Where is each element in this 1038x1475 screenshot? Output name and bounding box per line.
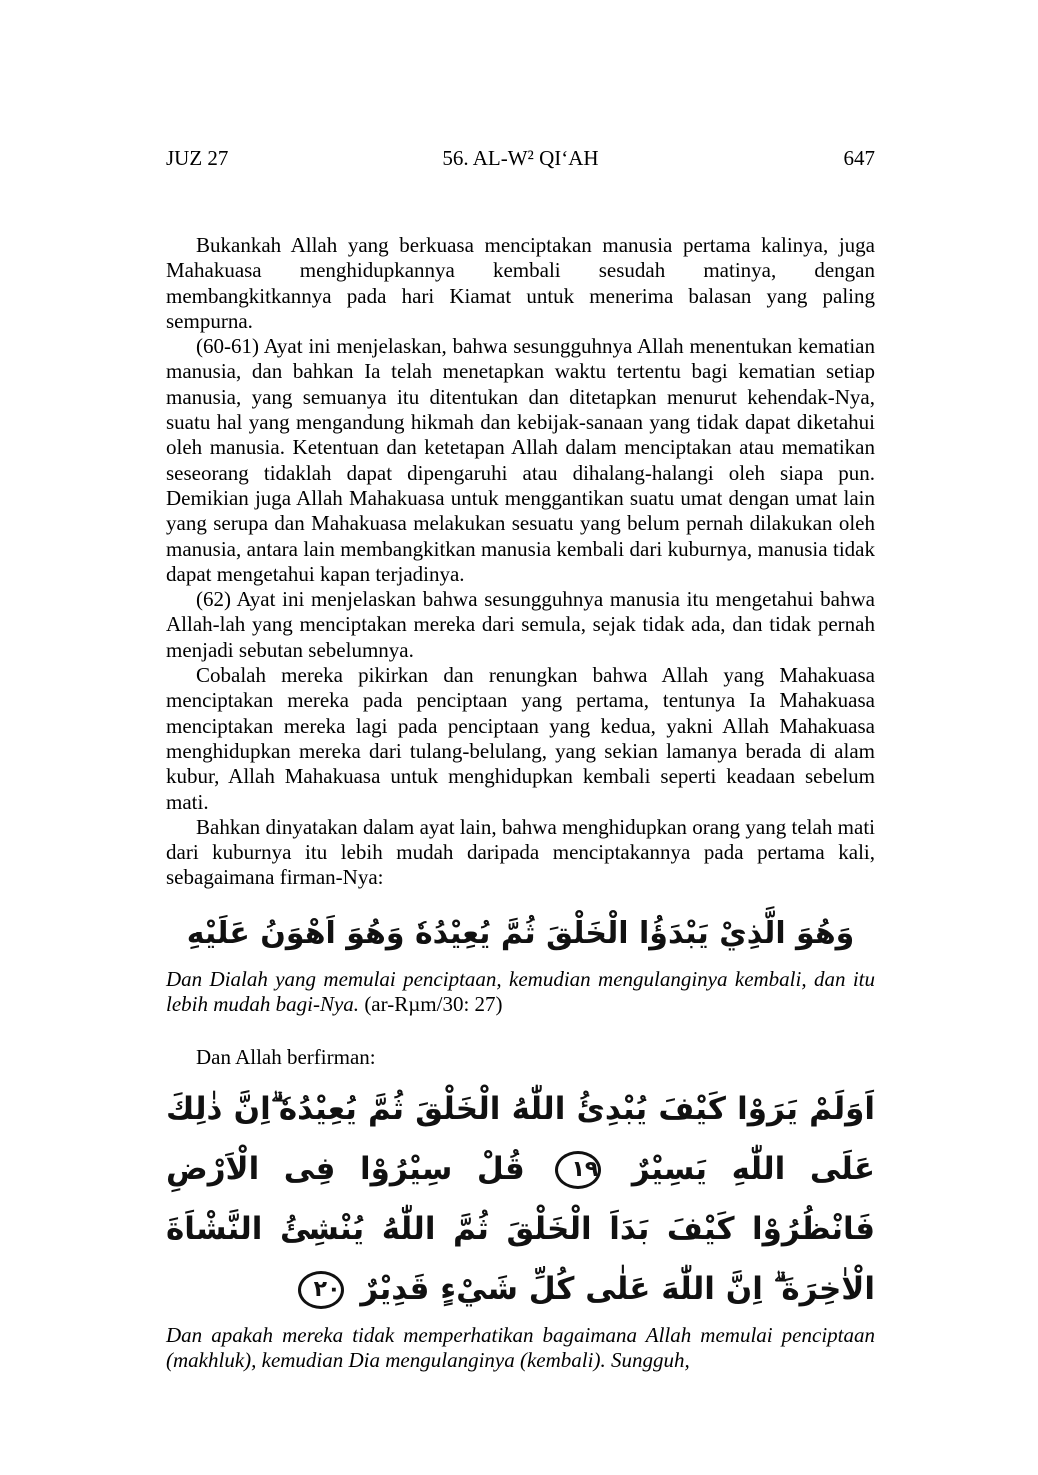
intro-line: Dan Allah berfirman: xyxy=(196,1045,376,1070)
ayah-number-badge: ١٩ xyxy=(555,1151,601,1189)
paragraph: Cobalah mereka pikirkan dan renungkan bahwa Allah yang Mahakuasa menciptakan mereka pada penciptaan yang pertama, tentunya Ia Mahakuasa menciptakan mereka lagi pada penciptaan yang kedua, yakni Allah Mahakuasa menghidupkan mereka dari tulang-belulang, yang sekian lamanya berada di alam kubur, Allah Mahakuasa untuk menghidupkan kembali seperti keadaan sebelum mati. xyxy=(166,663,875,814)
ayah-number-badge: ٢٠ xyxy=(298,1271,344,1309)
arabic-ayah-20: قُلْ سِيْرُوْا فِى الْاَرْضِ فَانْظُرُوْا كَيْفَ بَدَاَ الْخَلْقَ ثُمَّ اللّٰهُ يُنْشِئُ النَّشْاَةَ الْاٰخِرَةَ ۗ اِنَّ اللّٰهَ عَلٰى كُلِّ شَيْءٍ قَدِيْرٌ xyxy=(166,1150,875,1307)
juz-label: JUZ 27 xyxy=(166,146,229,170)
arabic-ayah-19: اَوَلَمْ يَرَوْا كَيْفَ يُبْدِئُ اللّٰهُ الْخَلْقَ ثُمَّ يُعِيْدُهٗ ۗاِنَّ ذٰلِكَ عَلَى اللّٰهِ يَسِيْرٌ xyxy=(166,1090,876,1187)
arabic-verse-ar-rum-27: وَهُوَ الَّذِيْ يَبْدَؤُا الْخَلْقَ ثُمَّ يُعِيْدُهٗ وَهُوَ اَهْوَنُ عَلَيْهِ xyxy=(186,915,855,951)
running-header xyxy=(166,146,875,176)
paragraph: (60-61) Ayat ini menjelaskan, bahwa sesungguhnya Allah menentukan kematian manusia, dan bahkan Ia telah menetapkan waktu tertentu bagi kematian setiap manusia, yang semuanya itu ditentukan dan ditetapkan menurut kehendak-Nya, suatu hal yang mengandung hikmah dan kebijak-sanaan yang tidak dapat diketahui oleh manusia. Ketentuan dan ketetapan Allah dalam menciptakan atau mematikan seseorang tidaklah dapat dipengaruhi atau dihalang-halangi oleh siapa pun. Demikian juga Allah Mahakuasa untuk menggantikan suatu umat dengan umat lain yang serupa dan Mahakuasa melakukan sesuatu yang belum pernah dilakukan oleh manusia, antara lain membangkitkan manusia kembali dari kuburnya, manusia tidak dapat mengetahui kapan terjadinya. xyxy=(166,334,875,586)
surah-title: 56. AL-W² QI‘AH xyxy=(442,146,599,170)
page-number: 647 xyxy=(843,146,875,170)
paragraph: Bukankah Allah yang berkuasa menciptakan manusia pertama kalinya, juga Mahakuasa menghidupkannya kembali sesudah matinya, dengan membangkitkannya pada hari Kiamat untuk menerima balasan yang paling sempurna. xyxy=(166,233,875,333)
verse-translation xyxy=(166,967,875,1018)
verse-translation-text: Dan Dialah yang memulai penciptaan, kemudian mengulanginya kembali, dan itu lebih mudah bagi-Nya. xyxy=(166,966,875,1017)
arabic-verse-al-ankabut-19-20 xyxy=(166,1079,875,1319)
paragraph: Bahkan dinyatakan dalam ayat lain, bahwa menghidupkan orang yang telah mati dari kuburnya itu lebih mudah daripada menciptakannya pada pertama kali, sebagaimana firman-Nya: xyxy=(166,814,875,890)
verse-reference: (ar-Rµm/30: 27) xyxy=(364,992,503,1017)
verse-translation: Dan apakah mereka tidak memperhatikan bagaimana Allah memulai penciptaan (makhluk), kemudian Dia mengulanginya (kembali). Sungguh, xyxy=(166,1322,875,1372)
body-text xyxy=(166,233,875,1373)
paragraph: (62) Ayat ini menjelaskan bahwa sesungguhnya manusia itu mengetahui bahwa Allah-lah yang menciptakan mereka dari semula, sejak tidak ada, dan tidak pernah menjadi sebutan sebelumnya. xyxy=(166,587,875,662)
